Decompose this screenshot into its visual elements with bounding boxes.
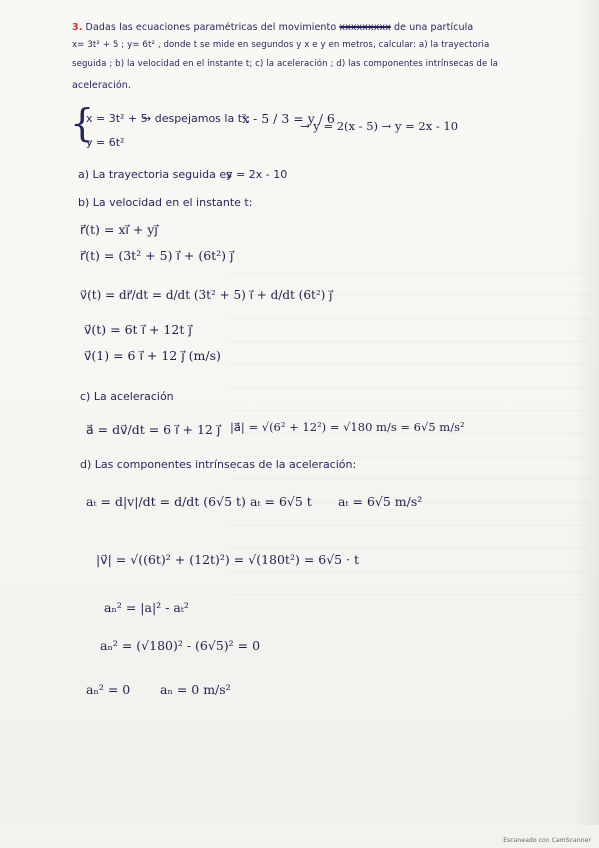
part-d-line-1: aₜ = d|v|/dt = d/dt (6√5 t) <box>86 494 246 509</box>
part-d-line-4: aₙ² = (√180)² - (6√5)² = 0 <box>100 638 261 653</box>
system-eq-1: x = 3t² + 5 <box>86 112 148 125</box>
part-b-line-2: r⃗(t) = (3t² + 5) i⃗ + (6t²) j⃗ <box>80 248 234 263</box>
part-d-line-5a: aₙ² = 0 <box>86 682 131 697</box>
struck-word: xxxxxxxxx <box>339 22 391 33</box>
problem-line-1: 3. Dadas las ecuaciones paramétricas del movimiento xxxxxxxxx de una partícula <box>72 22 474 33</box>
part-d-label: d) Las componentes intrínsecas de la aceleración: <box>80 458 357 471</box>
part-b-line-5: v⃗(1) = 6 i⃗ + 12 j⃗ (m/s) <box>84 348 221 363</box>
part-d-line-2: |v⃗| = √((6t)² + (12t)²) = √(180t²) = 6√5 · t <box>96 552 360 567</box>
part-c-line-1: a⃗ = dv⃗/dt = 6 i⃗ + 12 j⃗ <box>86 422 221 437</box>
scanner-watermark: Escaneado con CamScanner <box>503 837 591 844</box>
part-d-line-1c: aₜ = 6√5 m/s² <box>338 494 423 509</box>
part-c-line-2: |a⃗| = √(6² + 12²) = √180 m/s = 6√5 m/s² <box>230 420 465 434</box>
system-result: → y = 2(x - 5) → y = 2x - 10 <box>300 119 459 133</box>
part-b-line-1: r⃗(t) = xi⃗ + yj⃗ <box>80 222 158 237</box>
problem-line-4: aceleración. <box>72 80 132 91</box>
part-b-label: b) La velocidad en el instante t: <box>78 196 253 209</box>
part-a-value: y = 2x - 10 <box>226 168 288 181</box>
problem-number: 3. <box>72 22 83 33</box>
page-shadow <box>573 0 599 825</box>
system-brace: { <box>70 101 95 145</box>
problem-line-3: seguida ; b) la velocidad en el instante t; c) la aceleración ; d) las componentes intrínsecas de la <box>72 59 499 69</box>
system-despeje: → despejamos la t²: <box>142 112 251 125</box>
part-d-line-3: aₙ² = |a|² - aₜ² <box>104 600 189 615</box>
system-fraction: x - 5 / 3 = y / 6 <box>242 111 335 126</box>
part-c-label: c) La aceleración <box>80 390 174 403</box>
problem-line-2: x= 3t² + 5 ; y= 6t² , donde t se mide en segundos y x e y en metros, calcular: a) la trayectoria <box>72 40 490 50</box>
part-b-line-4: v⃗(t) = 6t i⃗ + 12t j⃗ <box>84 322 192 337</box>
part-d-line-5b: aₙ = 0 m/s² <box>160 682 231 697</box>
part-b-line-3: v⃗(t) = dr⃗/dt = d/dt (3t² + 5) i⃗ + d/dt (6t²) j⃗ <box>80 288 333 302</box>
part-a-label: a) La trayectoria seguida es <box>78 168 232 181</box>
part-d-line-1b: aₜ = 6√5 t <box>250 494 312 509</box>
system-eq-2: y = 6t² <box>86 136 125 149</box>
